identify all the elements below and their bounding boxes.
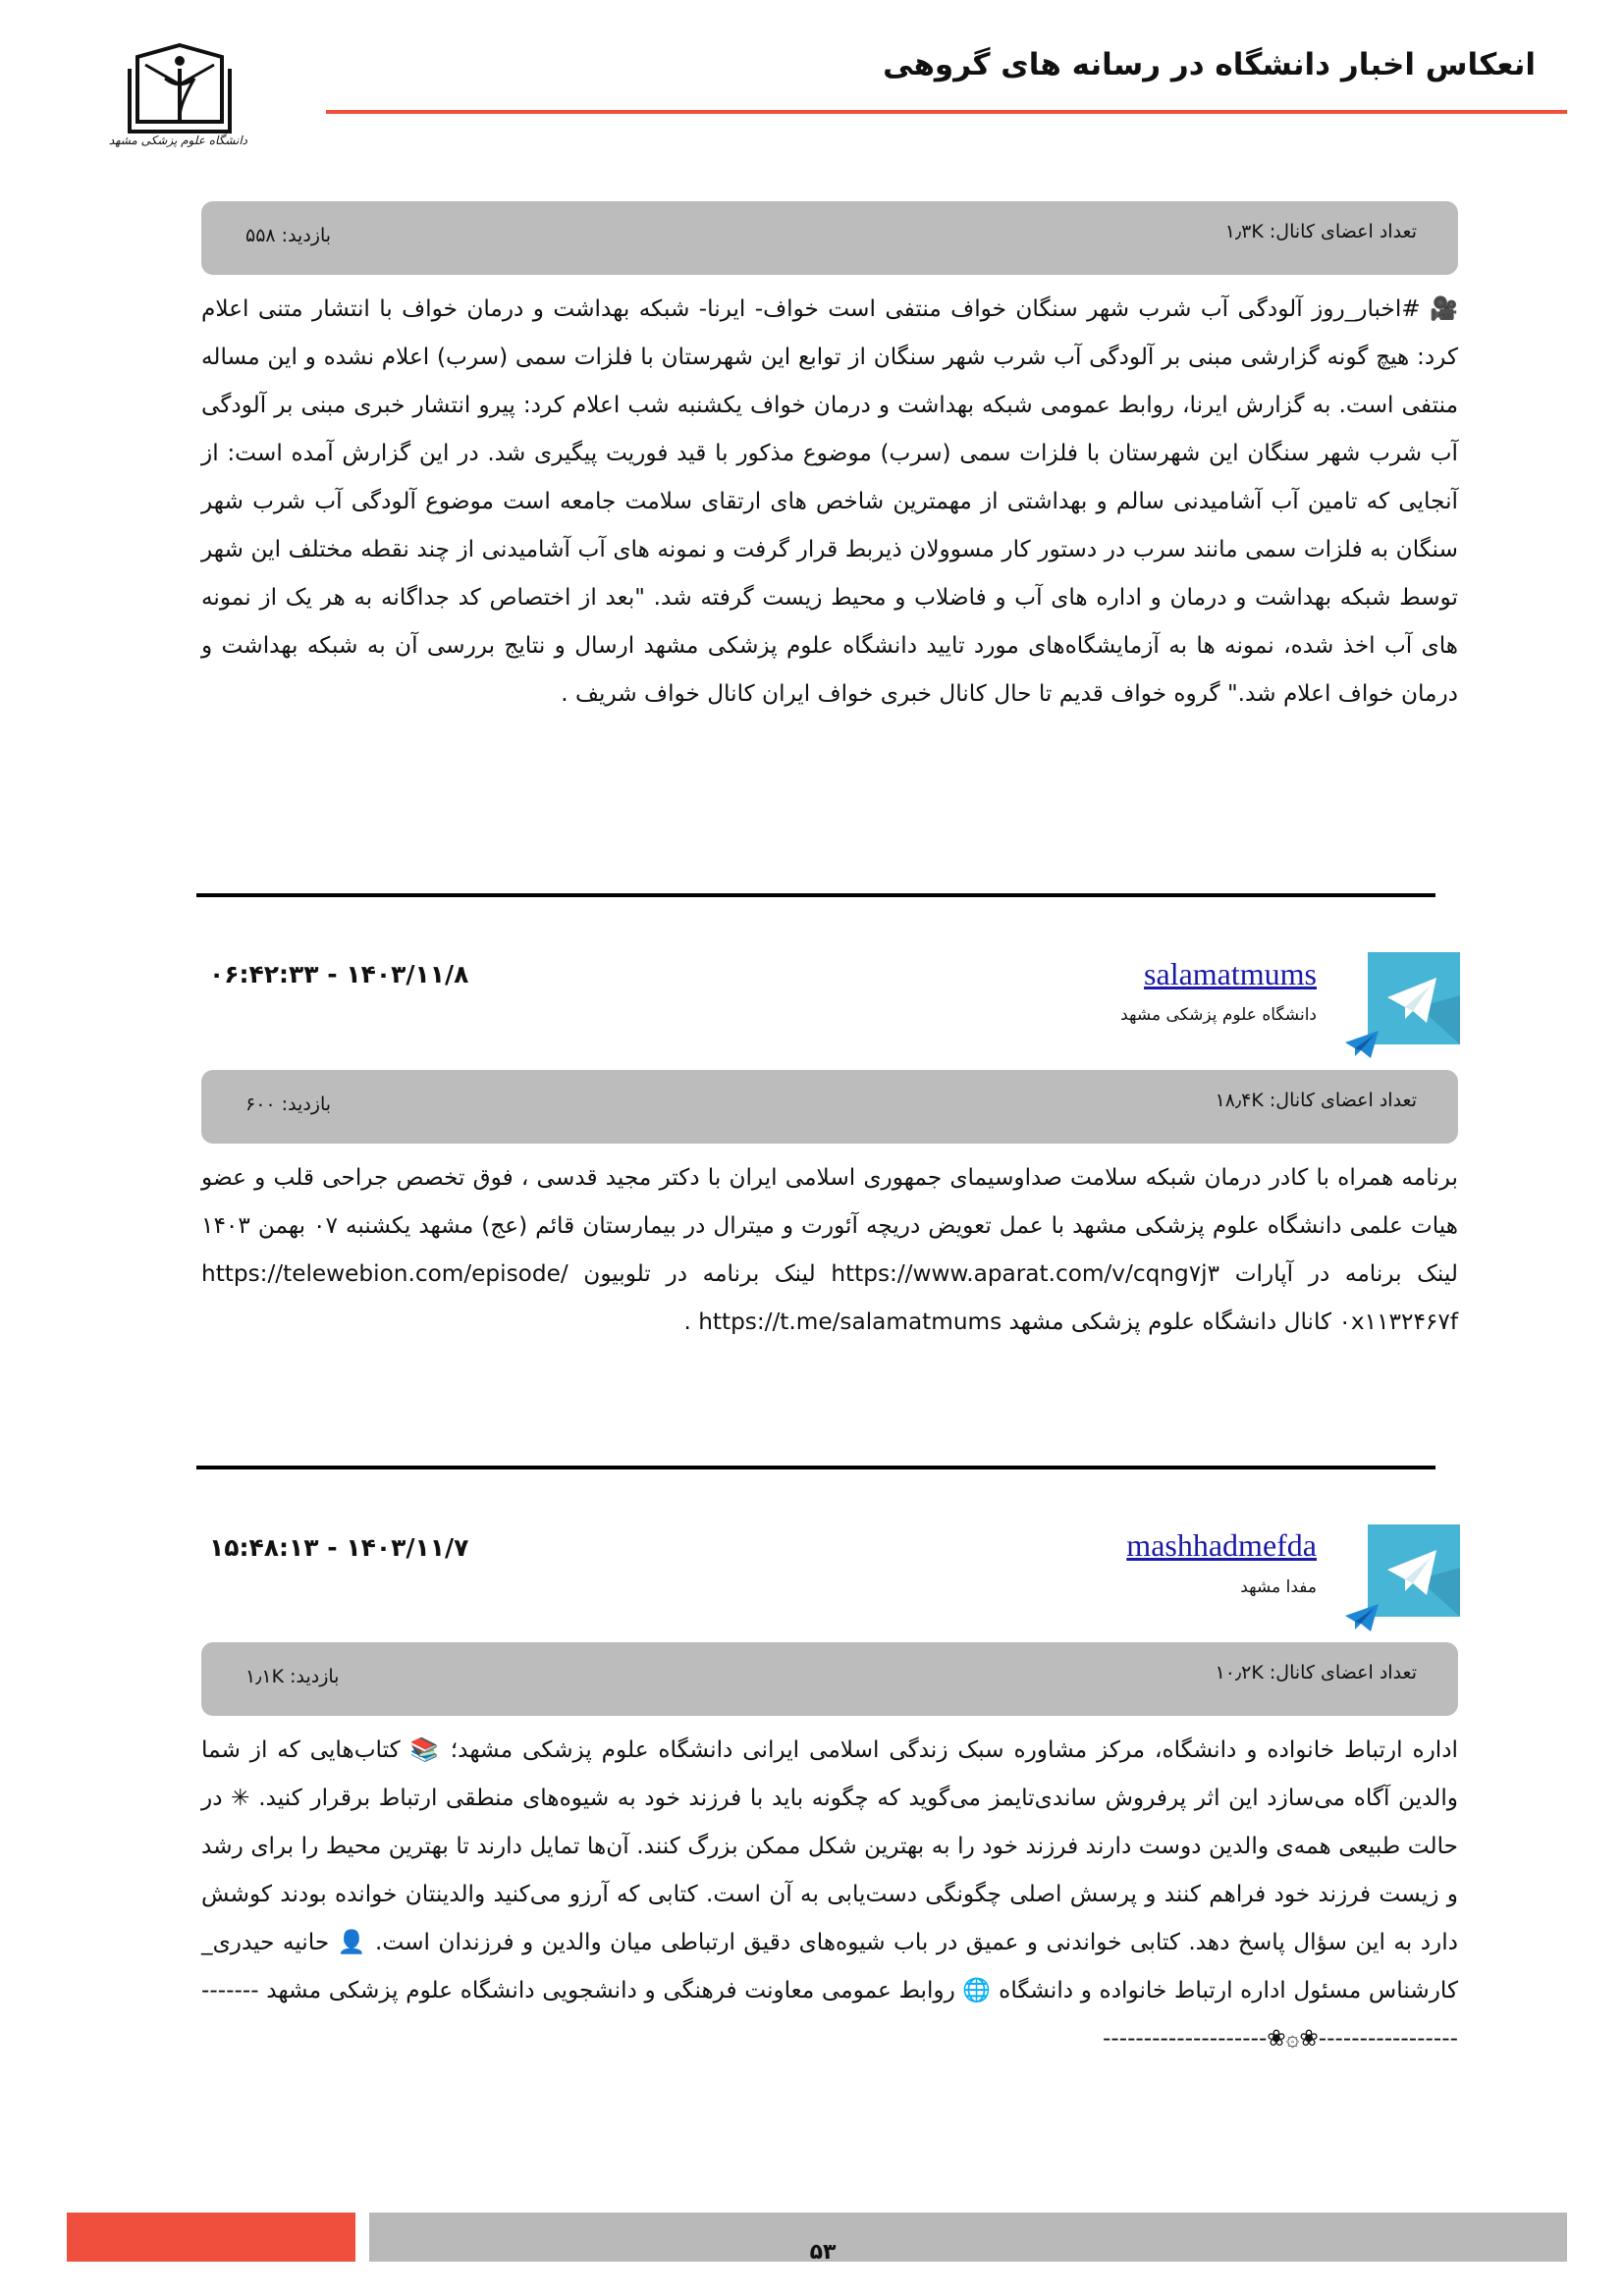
post1-members: تعداد اعضای کانال: ۱٫۳K — [1224, 221, 1417, 242]
post-separator — [196, 893, 1435, 897]
post3-body: اداره ارتباط خانواده و دانشگاه، مرکز مشاوره سبک زندگی اسلامی ایرانی دانشگاه علوم پزشکی مشهد؛ 📚 کتاب‌هایی که از شما والدین آگاه می‌سازد این اثر پرفروش ساندی‌تایمز می‌گوید که چگونه باید با فرزند خود به شیوه‌های منطقی ارتباط برقرار کنید. ✳ در حالت طبیعی همه‌ی والدین دوست دارند فرزند خود را به بهترین شکل ممکن بزرگ کنند. آن‌ها تمایل دارند تا بهترین محیط را برای رشد و زیست فرزند خود فراهم کنند و پرسش اصلی چگونگی دست‌یابی به آن است. کتابی که آرزو می‌کنید والدینتان خوانده بودند کوشش دارد به این سؤال پاسخ دهد. کتابی خواندنی و عمیق در باب شیوه‌های دقیق ارتباطی میان والدین و فرزندان است. 👤 حانیه حیدری_ کارشناس مسئول اداره ارتباط خانواده و دانشگاه 🌐 روابط عمومی معاونت فرهنگی و دانشجویی دانشگاه علوم پزشکی مشهد ------------------------❀۞❀-------------------- — [201, 1736, 1458, 2052]
post2-channel-subtitle: دانشگاه علوم پزشکی مشهد — [1120, 1005, 1317, 1025]
header-rule — [326, 110, 1567, 114]
post3-datetime: ۱۵:۴۸:۱۳ - ۱۴۰۳/۱۱/۷ — [209, 1533, 469, 1562]
logo-caption: دانشگاه علوم پزشکی مشهد — [108, 133, 247, 147]
post2-members: تعداد اعضای کانال: ۱۸٫۴K — [1215, 1090, 1417, 1111]
post2-channel-link[interactable]: salamatmums — [1144, 956, 1317, 991]
post-separator — [196, 1466, 1435, 1469]
post2-views: بازدید: ۶۰۰ — [245, 1094, 332, 1115]
post3-stats-bar — [201, 1642, 1458, 1716]
post3-channel-subtitle: مفدا مشهد — [1240, 1577, 1317, 1597]
university-logo — [108, 39, 247, 165]
send-icon — [1343, 1029, 1380, 1060]
post2-body: برنامه همراه با کادر درمان شبکه سلامت صداوسیمای جمهوری اسلامی ایران با دکتر مجید قدسی ، فوق تخصص جراحی قلب و عضو هیات علمی دانشگاه علوم پزشکی مشهد با عمل تعویض دریچه آئورت و میترال در بیمارستان قائم (عج) مشهد یکشنبه ۰۷ بهمن ۱۴۰۳ لینک برنامه در آپارات https://www.aparat.com/v/cqng۷j۳ لینک برنامه در تلوبیون https://telewebion.com/episode/۰x۱۱۳۲۴۶۷f کانال دانشگاه علوم پزشکی مشهد https://t.me/salamatmums . — [201, 1164, 1458, 1335]
post2-stats-bar — [201, 1070, 1458, 1144]
post2-datetime: ۰۶:۴۲:۳۳ - ۱۴۰۳/۱۱/۸ — [209, 960, 469, 988]
telegram-icon — [1368, 1524, 1460, 1617]
post3-views: بازدید: ۱٫۱K — [245, 1666, 340, 1687]
post1-body: 🎥 #اخبار_روز آلودگی آب شرب شهر سنگان خواف منتفی است خواف- ایرنا- شبکه بهداشت و درمان خواف با انتشار متنی اعلام کرد: هیچ گونه گزارشی مبنی بر آلودگی آب شرب شهر سنگان از توابع این شهرستان با فلزات سمی (سرب) اعلام نشده و این مساله منتفی است. به گزارش ایرنا، روابط عمومی شبکه بهداشت و درمان خواف یکشنبه شب اعلام کرد: پیرو انتشار خبری مبنی بر آلودگی آب شرب شهر سنگان این شهرستان با فلزات سمی (سرب) موضوع مذکور با قید فوریت پیگیری شد. در این گزارش آمده است: از آنجایی که تامین آب آشامیدنی سالم و بهداشتی از مهمترین شاخص های ارتقای سلامت جامعه است موضوع آلودگی آب شرب شهر سنگان به فلزات سمی مانند سرب در دستور کار مسوولان ذیربط قرار گرفت و نمونه های آب آشامیدنی از چند نقطه مختلف این شهر توسط شبکه بهداشت و درمان و اداره های آب و فاضلاب و محیط زیست گرفته شد. "بعد از اختصاص کد جداگانه به هر یک از نمونه های آب اخذ شده، نمونه ها به آزمایشگاه‌های مورد تایید دانشگاه علوم پزشکی مشهد ارسال و نتایج بررسی آن به شبکه بهداشت و درمان خواف اعلام شد." گروه خواف قدیم تا حال کانال خبری خواف ایران کانال خواف شریف . — [201, 295, 1458, 707]
send-icon — [1343, 1602, 1380, 1633]
page-number: ۵۳ — [809, 2240, 837, 2265]
post1-views: بازدید: ۵۵۸ — [245, 225, 332, 246]
telegram-icon — [1368, 952, 1460, 1044]
post1-stats-bar — [201, 201, 1458, 275]
post3-channel-link[interactable]: mashhadmefda — [1126, 1527, 1317, 1563]
footer-bar — [369, 2213, 1567, 2262]
page-title: انعکاس اخبار دانشگاه در رسانه های گروهی — [883, 47, 1536, 82]
footer-accent-bar — [67, 2213, 355, 2262]
post3-members: تعداد اعضای کانال: ۱۰٫۲K — [1215, 1662, 1417, 1683]
